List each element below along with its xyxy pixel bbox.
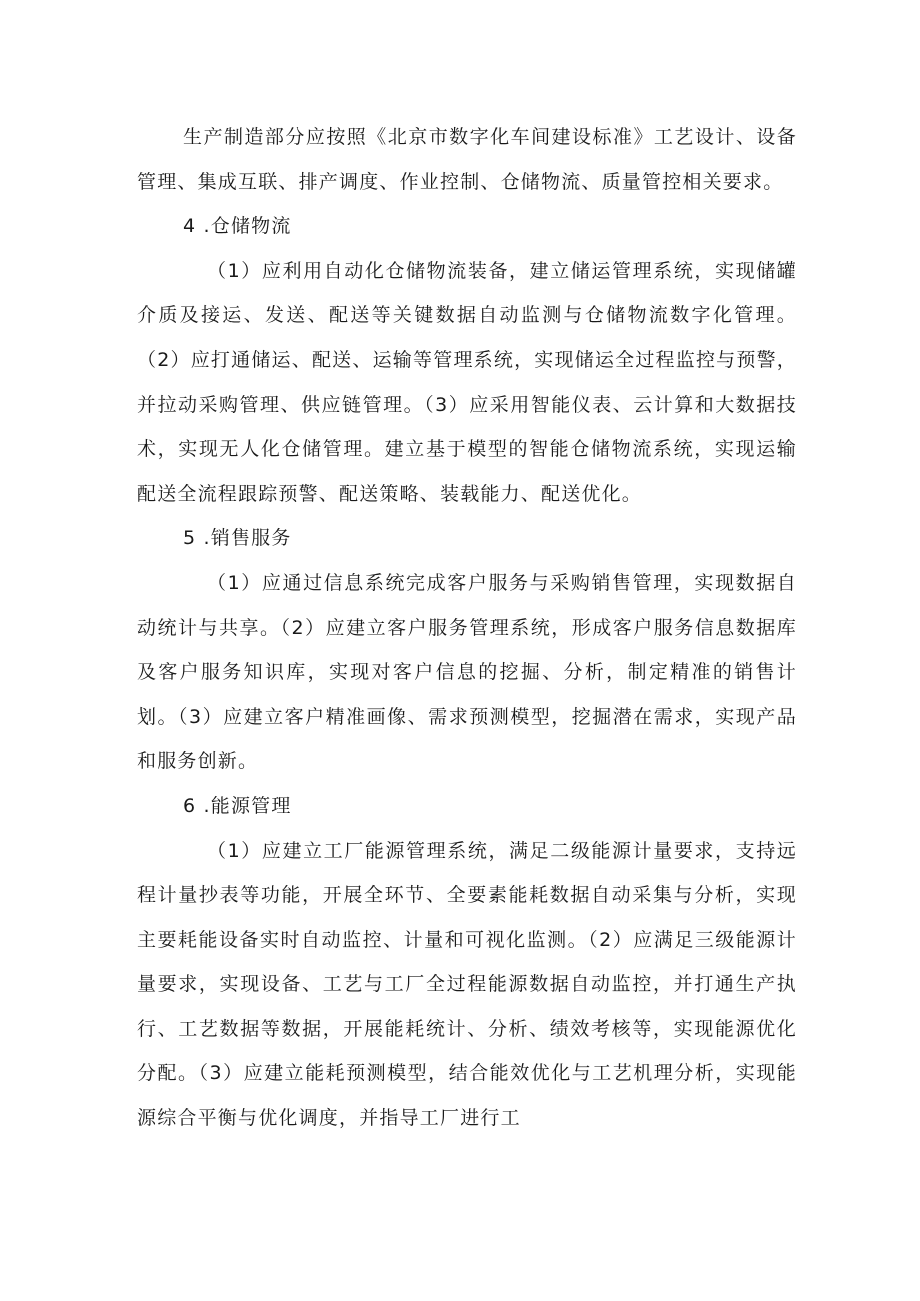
section-heading-sales-service: 5 .销售服务: [183, 527, 292, 550]
document-body: [137, 115, 797, 1141]
section-heading-warehousing-logistics: 4 .仓储物流: [183, 215, 292, 238]
section-heading-energy-management: 6 .能源管理: [183, 794, 292, 817]
paragraph-sales-service: （1）应通过信息系统完成客户服务与采购销售管理，实现数据自动统计与共享。（2）应建立客户服务管理系统，形成客户服务信息数据库及客户服务知识库，实现对客户信息的挖掘、分析，制定精准的销售计划。（3）应建立客户精准画像、需求预测模型，挖掘潜在需求，实现产品和服务创新。: [137, 571, 797, 773]
paragraph-production-manufacturing: 生产制造部分应按照《北京市数字化车间建设标准》工艺设计、设备管理、集成互联、排产调度、作业控制、仓储物流、质量管控相关要求。: [137, 126, 797, 193]
paragraph-warehousing-logistics: （1）应利用自动化仓储物流装备，建立储运管理系统，实现储罐介质及接运、发送、配送等关键数据自动监测与仓储物流数字化管理。（2）应打通储运、配送、运输等管理系统，实现储运全过程监控与预警，并拉动采购管理、供应链管理。（3）应采用智能仪表、云计算和大数据技术，实现无人化仓储管理。建立基于模型的智能仓储物流系统，实现运输配送全流程跟踪预警、配送策略、装载能力、配送优化。: [137, 259, 797, 505]
paragraph-energy-management: （1）应建立工厂能源管理系统，满足二级能源计量要求，支持远程计量抄表等功能，开展全环节、全要素能耗数据自动采集与分析，实现主要耗能设备实时自动监控、计量和可视化监测。（2）应满足三级能源计量要求，实现设备、工艺与工厂全过程能源数据自动监控，并打通生产执行、工艺数据等数据，开展能耗统计、分析、绩效考核等，实现能源优化分配。（3）应建立能耗预测模型，结合能效优化与工艺机理分析，实现能源综合平衡与优化调度，并指导工厂进行工: [137, 839, 797, 1130]
